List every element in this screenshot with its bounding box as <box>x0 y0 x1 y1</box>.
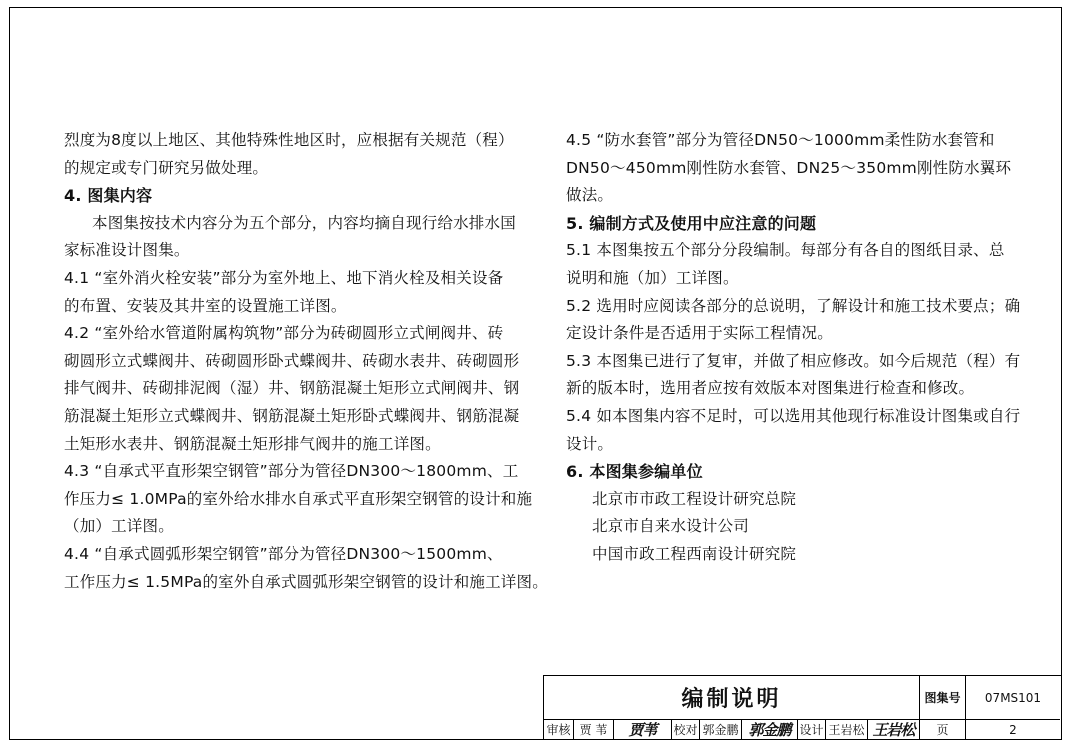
reviewer-name: 贾 苇 <box>574 720 614 739</box>
left-column <box>64 127 548 596</box>
text-line: 4.1 “室外消火栓安装”部分为室外地上、地下消火栓及相关设备 <box>64 268 504 287</box>
text-line: 5.2 选用时应阅读各部分的总说明，了解设计和施工技术要点；确 <box>566 296 1021 315</box>
page-label: 页 <box>920 720 966 739</box>
text-line: 新的版本时，选用者应按有效版本对图集进行检查和修改。 <box>566 379 975 398</box>
text-line: 土矩形水表井、钢筋混凝土矩形排气阀井的施工详图。 <box>64 434 441 453</box>
text-line: 作压力≤ 1.0MPa的室外给水排水自承式平直形架空钢管的设计和施 <box>64 489 533 508</box>
review-label: 审核 <box>544 720 574 739</box>
checker-name: 郭金鹏 <box>700 720 742 739</box>
section-heading: 4. 图集内容 <box>64 186 153 206</box>
text-line: 设计。 <box>566 434 614 453</box>
text-line: 4.5 “防水套管”部分为管径DN50～1000mm柔性防水套管和 <box>566 131 995 149</box>
text-line: 4.2 “室外给水管道附属构筑物”部分为砖砌圆形立式闸阀井、砖 <box>64 324 504 343</box>
text-line: 筋混凝土矩形立式蝶阀井、钢筋混凝土矩形卧式蝶阀井、钢筋混凝 <box>64 406 520 425</box>
text-line: 中国市政工程西南设计研究院 <box>592 544 797 563</box>
text-line: 的布置、安装及其井室的设置施工详图。 <box>64 296 347 315</box>
text-line: 砌圆形立式蝶阀井、砖砌圆形卧式蝶阀井、砖砌水表井、砖砌圆形 <box>64 351 520 370</box>
right-column <box>566 127 1026 569</box>
design-label: 设计 <box>798 720 826 739</box>
text-line: 4.4 “自承式圆弧形架空钢管”部分为管径DN300～1500mm、 <box>64 544 503 563</box>
text-line: 5.1 本图集按五个部分分段编制。每部分有各自的图纸目录、总 <box>566 241 1005 260</box>
text-line: 5.4 如本图集内容不足时，可以选用其他现行标准设计图集或自行 <box>566 406 1021 425</box>
designer-signature: 王岩松 <box>868 720 920 739</box>
title-cell <box>544 676 920 720</box>
text-line: 说明和施（加）工详图。 <box>566 268 739 287</box>
section-heading: 5. 编制方式及使用中应注意的问题 <box>566 213 817 233</box>
check-label: 校对 <box>672 720 700 739</box>
text-line: 做法。 <box>566 186 614 205</box>
text-line: 北京市自来水设计公司 <box>592 517 750 536</box>
text-line: 4.3 “自承式平直形架空钢管”部分为管径DN300～1800mm、工 <box>64 462 519 481</box>
text-line: 北京市市政工程设计研究总院 <box>592 489 797 508</box>
text-line: 排气阀井、砖砌排泥阀（湿）井、钢筋混凝土矩形立式闸阀井、钢 <box>64 379 520 398</box>
text-line: 本图集按技术内容分为五个部分，内容均摘自现行给水排水国 <box>92 213 516 232</box>
text-line: 的规定或专门研究另做处理。 <box>64 158 269 177</box>
text-line: DN50～450mm刚性防水套管、DN25～350mm刚性防水翼环 <box>566 158 1012 177</box>
designer-name: 王岩松 <box>826 720 868 739</box>
text-line: 烈度为8度以上地区、其他特殊性地区时，应根据有关规范（程） <box>64 131 514 149</box>
text-line: 5.3 本图集已进行了复审，并做了相应修改。如今后规范（程）有 <box>566 351 1021 370</box>
drawing-title: 编制说明 <box>681 687 782 712</box>
text-line: 定设计条件是否适用于实际工程情况。 <box>566 324 833 343</box>
text-line: （加）工详图。 <box>64 517 174 536</box>
section-heading: 6. 本图集参编单位 <box>566 462 703 482</box>
atlas-number: 07MS101 <box>966 676 1060 720</box>
checker-signature: 郭金鹏 <box>742 720 798 739</box>
text-line: 工作压力≤ 1.5MPa的室外自承式圆弧形架空钢管的设计和施工详图。 <box>64 572 548 591</box>
reviewer-signature: 贾苇 <box>614 720 672 739</box>
page-number: 2 <box>1009 722 1017 737</box>
atlas-number-label: 图集号 <box>920 676 966 720</box>
text-line: 家标准设计图集。 <box>64 241 190 260</box>
title-block <box>543 675 1062 740</box>
